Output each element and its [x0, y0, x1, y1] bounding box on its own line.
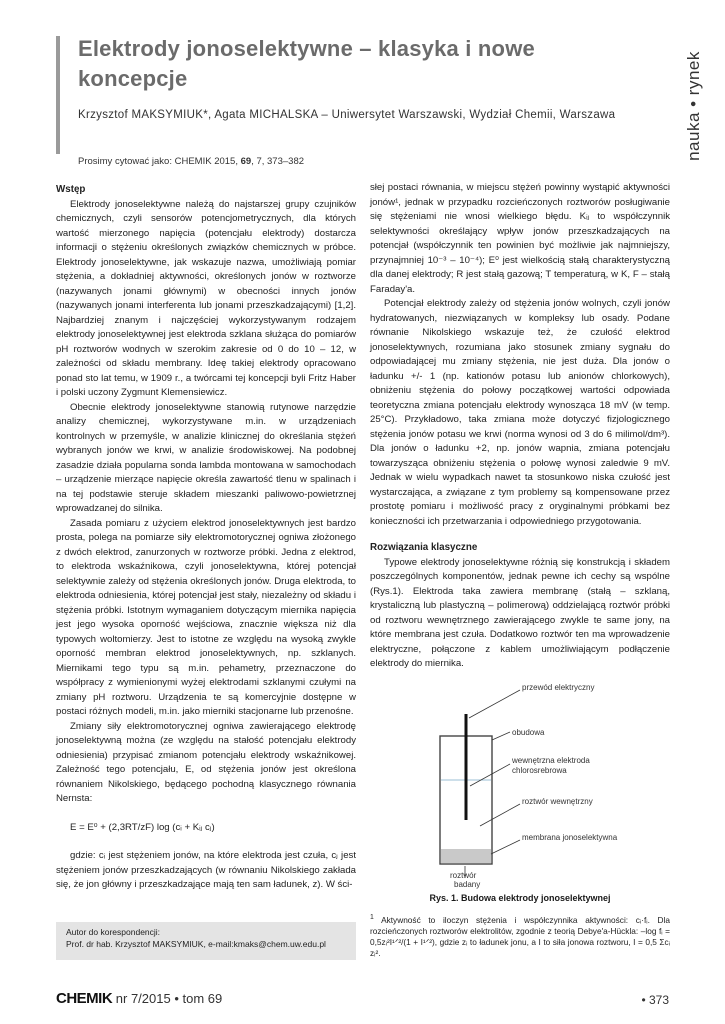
correspondence-text: Prof. dr hab. Krzysztof MAKSYMIUK, e-mail:kmaks@chem.uw.edu.pl	[66, 939, 326, 949]
electrode-diagram	[370, 668, 670, 896]
page-number: • 373	[641, 993, 669, 1007]
paragraph: Typowe elektrody jonoselektywne różnią się konstrukcją i składem poszczególnych komponentów, jednak pewne ich cechy są wspólne (Rys.1). Elektroda taka zawiera membranę (stałą – szklaną, krystaliczną lub plastyczną – polimerową) oddzielającą roztwór próbki od roztworu wewnętrznego zawierającego zwykle te same jony, na które membrana jest czuła. Dodatkowo roztwór ten ma wprowadzenie elektryczne, połączone z kablem umożliwiającym podłączenie elektrody do miernika.	[370, 556, 670, 669]
article-authors: Krzysztof MAKSYMIUK*, Agata MICHALSKA – Uniwersytet Warszawski, Wydział Chemii, Warszawa	[78, 109, 616, 121]
paragraph: Zmiany siły elektromotorycznej ogniwa zawierającego elektrodę jonoselektywną można (ze względu na stałość potencjału elektrody odniesienia) przypisać zmianom potencjału elektrody wskaźnikowej. Zależność tego potencjału, E, od stężenia jonów jest określona równaniem Nikolskiego, będącego pochodną klasycznego równania Nernsta:	[56, 720, 356, 804]
correspondence-label: Autor do korespondencji:	[66, 927, 161, 937]
label-sample-1: roztwór	[450, 871, 477, 880]
label-inner-electrode-2: chlorosrebrowa	[512, 766, 567, 775]
section-heading-intro: Wstęp	[56, 184, 86, 195]
section-side-tag	[678, 30, 708, 190]
citation-prefix: Prosimy cytować jako: CHEMIK 2015,	[78, 156, 241, 167]
footnote-text: Aktywność to iloczyn stężenia i współczynnika aktywności: cᵢ·fᵢ. Dla rozcieńczonych roztworów elektrolitów, zgodnie z teorią Debye'a-Hückla: –log fᵢ = 0,5zᵢ²I¹ᐟ²/(1 + I¹ᐟ²), gdzie zᵢ to ładunek jonu, a I to siła jonowa roztworu, I = 0,5 Σcᵢ zᵢ².	[370, 914, 670, 958]
paragraph: gdzie: cᵢ jest stężeniem jonów, na które elektroda jest czuła, cⱼ jest stężeniem jonów przeszkadzających (w równaniu Nikolskiego zakłada się, że jon główny i przeszkadzające mają ten sam ładunek, z). W ści-	[56, 850, 356, 890]
journal-brand: CHEMIK	[56, 990, 113, 1007]
footnote-number: 1	[370, 914, 374, 921]
membrane-shape	[441, 849, 491, 863]
figure-caption: Rys. 1. Budowa elektrody jonoselektywnej	[429, 893, 611, 903]
correspondence-box	[56, 922, 356, 960]
citation-line	[78, 156, 304, 167]
citation-volume: 69	[240, 156, 252, 167]
label-sample-2: badany	[454, 880, 481, 889]
section-heading-classic: Rozwiązania klasyczne	[370, 542, 478, 553]
footnote	[370, 912, 670, 959]
paragraph: Potencjał elektrody zależy od stężenia jonów wolnych, czyli jonów hydratowanych, niezwiązanych w kompleksy lub osady. Podane równanie Nikolskiego wskazuje też, że czułość elektrod jonoselektywnych, rozumiana jako stosunek zmiany sygnału do odpowiadającej mu zmiany stężenia, nie jest duża. Dla jonów o ładunku +/- 1 (np. kationów potasu lub anionów chlorkowych), obniżeniu stężenia do połowy początkowej wartości odpowiada teoretyczna zmiana potencjału elektrody wynosząca 18 mV (w temp. 25°C). Przykładowo, taka zmiana może dotyczyć fizjologicznego stężenia jonów potasu we krwi (norma wynosi od 3 do 6 milimol/dm³). Dla jonów o ładunku +2, np. jonów wapnia, zmiana potencjału towarzysząca obniżeniu stężenia o połowę wynosi zaledwie 9 mV. Jednak w wielu wypadkach nawet ta stosunkowo niska czułość jest wystarczająca, a związane z tym problemy są kompensowane przez prostotę pomiaru i możliwość pracy z oryginalnymi próbkami bez konieczności ich przetwarzania i odpowiedniego przygotowania.	[370, 298, 670, 527]
citation-suffix: , 7, 373–382	[251, 156, 305, 167]
paragraph: Zasada pomiaru z użyciem elektrod jonoselektywnych jest bardzo prosta, polega na pomiarze siły elektromotorycznej ogniwa złożonego z dwóch elektrod, zanurzonych w roztworze próbki. Jedna z elektrod, to elektroda wskaźnikowa, czyli jonoselektywna, której potencjał selektywnie zależy od stężenia określonych jonów. Druga elektroda, to elektroda odniesienia, której potencjał jest stały, niezależny od składu i stężenia próbki. Istotnym wymaganiem dotyczącym miernika napięcia jest jego wysoka oporność wejściowa, znacznie większa niż dla typowych woltomierzy. Jest to istotne ze względu na wysoką zwykle oporność membran elektrod jonoselektywnych, np. szklanych. Miernikami tego typu są m.in. pehametry, przeznaczone do współpracy z wymienionymi wyżej elektrodami szklanymi czułymi na zmiany pH roztworu. Urządzenia te są komercyjnie dostępne w postaci różnych modeli, m.in. jako mierniki stacjonarne lub przenośne.	[56, 517, 356, 717]
left-column	[56, 183, 356, 893]
section-side-tag-text: nauka • rynek	[684, 51, 703, 161]
nikolsky-equation: E = E⁰ + (2,3RT/zF) log (cᵢ + Kᵢⱼ cⱼ)	[70, 821, 215, 833]
label-housing: obudowa	[512, 728, 545, 737]
paragraph: Obecnie elektrody jonoselektywne stanowią rutynowe narzędzie analizy chemicznej, wykorzystywane m.in. w urządzeniach kontrolnych w przemyśle, w analizie klinicznej do określania stężeń wybranych jonów we krwi, w analizie środowiskowej. Na podobnej zasadzie działa popularna sonda lambda montowana w samochodach – urządzenie mierzące napięcie określa zawartość tlenu w spalinach i na tej podstawie steruje składem mieszanki paliwowo-powietrznej wprowadzanej do silnika.	[56, 401, 356, 514]
journal-footer	[56, 990, 222, 1007]
journal-issue: nr 7/2015 • tom 69	[112, 991, 223, 1006]
label-membrane: membrana jonoselektywna	[522, 833, 618, 842]
label-wire: przewód elektryczny	[522, 683, 595, 692]
label-inner-solution: roztwór wewnętrzny	[522, 797, 593, 806]
title-accent-bar	[56, 36, 60, 154]
paragraph: Elektrody jonoselektywne należą do najstarszej grupy czujników chemicznych, czyli sensorów potencjometrycznych, dla których wartość mierzonego napięcia (potencjału elektrody) dostarcza informacji o stężeniu określonych związków chemicznych w próbce. Elektrody jonoselektywne, jak wskazuje nazwa, umożliwiają pomiar stężenia, a dokładniej aktywności, określonych jonów w roztworze (nazywanych jonami głównymi) w obecności innych jonów (nazywanych jonami interferenta lub jonami przeszkadzającymi) [1,2]. Najbardziej znanym i najczęściej wykorzystywanym rodzajem elektrody jonoselektywnej jest elektroda szklana służąca do pomiarów pH roztworów wodnych w szerokim zakresie od 0 do 10 – 12, w zależności od składu membrany. Ideę takiej elektrody opracowano ponad sto lat temu, w 1909 r., a twórcami tej koncepcji byli Fritz Haber i polski uczony Zygmunt Klemensiewicz.	[56, 198, 356, 398]
article-title: Elektrody jonoselektywne – klasyka i nowe koncepcje	[78, 36, 535, 91]
label-inner-electrode-1: wewnętrzna elektroda	[512, 756, 590, 765]
right-column	[370, 181, 670, 672]
paragraph: słej postaci równania, w miejscu stężeń powinny wystąpić aktywności jonów¹, jednak w przypadku rozcieńczonych roztworów posługiwanie się stężeniami nie wnosi wielkiego błędu. Kᵢⱼ to współczynnik selektywności określający wpływ jonów przeszkadzających na potencjał (współczynnik ten powinien być możliwie jak najmniejszy, przynajmniej 10⁻³ – 10⁻⁴); E⁰ jest wielkością stałą charakterystyczną dla danej elektrody; R jest stałą gazową; T temperaturą, w K, F – stałą Faraday'a.	[370, 182, 670, 295]
